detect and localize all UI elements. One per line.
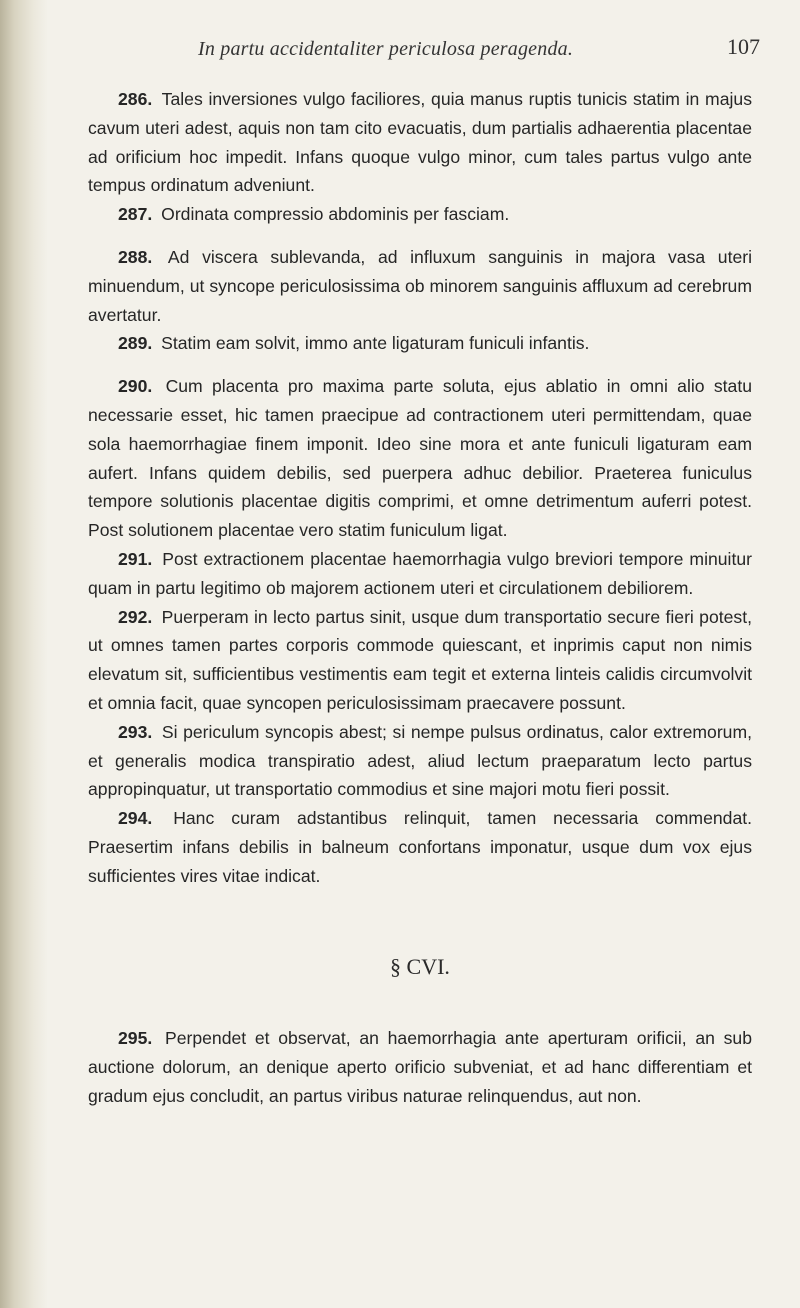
- book-page: [88, 0, 760, 1308]
- paragraph-290: [88, 372, 752, 545]
- paragraph-text: Cum placenta pro maxima parte soluta, ejus ablatio in omni alio statu necessarie esset, hic tamen praecipue ad contractionem uteri permittendam, quae sola haemorrhagiae finem imponit. Ideo sine mora et ante funiculi ligaturam eam aufert. Infans quidem debilis, sed puerpera adhuc debilior. Praeterea funiculus tempore solutionis placentae digitis comprimi, et omne detrimentum auferri potest. Post solutionem placentae vero statim funiculum ligat.: [88, 376, 752, 541]
- paragraph-number: 290.: [118, 376, 153, 397]
- page-number: 107: [727, 34, 760, 59]
- main-text: [88, 85, 752, 891]
- paragraph-number: 294.: [118, 808, 153, 829]
- paragraph-number: 292.: [118, 606, 153, 627]
- paragraph-number: 288.: [118, 246, 153, 267]
- paragraph-text: Ordinata compressio abdominis per fasciam.: [161, 204, 510, 225]
- paragraph-text: Statim eam solvit, immo ante ligaturam funiculi infantis.: [161, 333, 590, 354]
- paragraph-number: 293.: [118, 721, 153, 742]
- paragraph-number: 287.: [118, 204, 153, 225]
- paragraph-number: 289.: [118, 333, 153, 354]
- paragraph-294: [88, 804, 752, 890]
- paragraph-text: Tales inversiones vulgo faciliores, quia manus ruptis tunicis statim in majus cavum uteri adest, aquis non tam cito evacuatis, dum partialis adhaerentia placentae ad orificium hoc impedit. Infans quoque vulgo minor, cum tales partus vulgo ante tempus ordinatum adveniunt.: [88, 89, 752, 196]
- paragraph-text: Hanc curam adstantibus relinquit, tamen necessaria commendat. Praesertim infans debilis in balneum confortans imponatur, usque dum vox ejus sufficientes vires vitae indicat.: [88, 808, 753, 886]
- paragraph-287: [88, 200, 752, 229]
- running-title: In partu accidentaliter periculosa peragenda.: [198, 38, 574, 60]
- paragraph-number: 286.: [118, 89, 153, 109]
- paragraph-number: 291.: [118, 548, 153, 569]
- paragraph-text: Puerperam in lecto partus sinit, usque dum transportatio secure fieri potest, ut omnes tamen partes corporis commode quiescant, et inprimis caput non nimis elevatum sit, sufficientibus vestimentis eam tegit et externa linteis calidis circumvolvit et omnia facit, quae syncopen periculosissimam praecavere possunt.: [88, 606, 752, 713]
- paragraph-text: Si periculum syncopis abest; si nempe pulsus ordinatus, calor extremorum, et generalis modica transpiratio adest, aliud lectum praeparatum lecto partus appropinquatur, ut transportatio commodius et sine majori motu fieri possit.: [88, 721, 753, 800]
- binding-shadow: [0, 0, 48, 1308]
- paragraph-286: [88, 85, 752, 200]
- paragraph-292: [88, 603, 752, 718]
- paragraph-291: [88, 545, 752, 603]
- paragraph-293: [88, 718, 752, 804]
- paragraph-text: Perpendet et observat, an haemorrhagia ante aperturam orificii, an sub auctione dolorum, an denique aperto orificio subveniat, et ad hanc differentiam et gradum ejus concludit, an partus viribus naturae relinquendus, aut non.: [88, 1028, 752, 1106]
- paragraph-288: [88, 243, 752, 329]
- paragraph-289: [88, 329, 752, 358]
- section-heading: § CVI.: [390, 954, 450, 979]
- section-text: [88, 1024, 752, 1110]
- paragraph-text: Post extractionem placentae haemorrhagia vulgo breviori tempore minuitur quam in partu legitimo ob majorem actionem uteri et circulationem debiliorem.: [88, 548, 752, 598]
- paragraph-text: Ad viscera sublevanda, ad influxum sanguinis in majora vasa uteri minuendum, ut syncope periculosissima ob minorem sanguinis affluxum ad cerebrum avertatur.: [88, 246, 753, 325]
- paragraph-295: [88, 1024, 752, 1110]
- paragraph-number: 295.: [118, 1028, 153, 1048]
